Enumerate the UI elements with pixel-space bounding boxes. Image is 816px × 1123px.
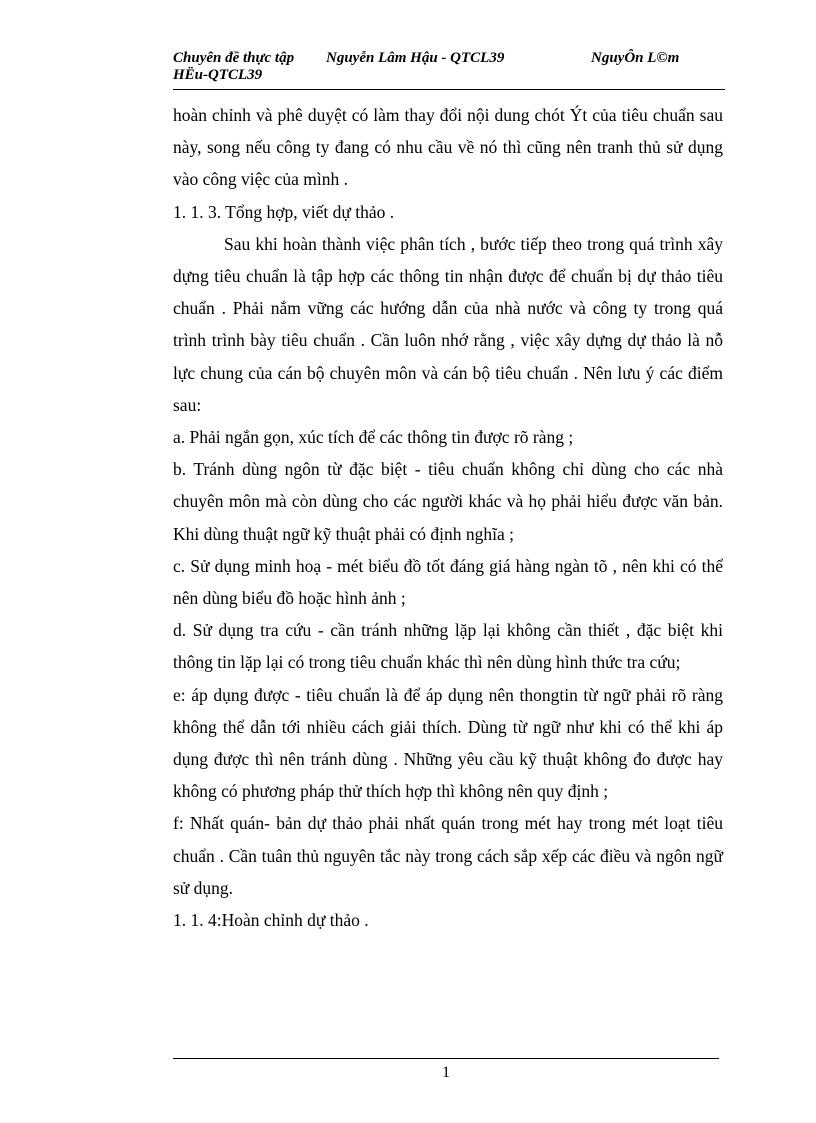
header-author-legacy-font: NguyÔn L©m (591, 50, 680, 66)
footer-rule (173, 1058, 719, 1059)
header-author: Nguyễn Lâm Hậu - QTCL39 (326, 50, 505, 66)
list-item-d: d. Sử dụng tra cứu - cần tránh những lặp lại không cần thiết , đặc biệt khi thông tin lặp lại có trong tiêu chuẩn khác thì nên dùng hình thức tra cứu; (173, 620, 723, 673)
list-item-a: a. Phải ngắn gọn, xúc tích để các thông tin được rõ ràng ; (173, 427, 574, 448)
list-item-f: f: Nhất quán- bản dự thảo phải nhất quán trong mét hay trong mét loạt tiêu chuẩn . Cần tuân thủ nguyên tắc này trong cách sắp xếp các điều và ngôn ngữ sử dụng. (173, 813, 723, 898)
list-item-b: b. Tránh dùng ngôn từ đặc biệt - tiêu chuẩn không chỉ dùng cho các nhà chuyên môn mà còn dùng cho các người khác và họ phải hiểu được văn bản. Khi dùng thuật ngữ kỹ thuật phải có định nghĩa ; (173, 459, 723, 544)
paragraph-continuation: hoàn chỉnh và phê duyệt có làm thay đổi nội dung chót Ýt của tiêu chuẩn sau này, song nếu công ty đang có nhu cầu về nó thì cũng nên tranh thủ sử dụng vào công việc của mình . (173, 105, 723, 190)
header-author-legacy-font-continued: HËu-QTCL39 (173, 67, 263, 83)
page-number: 1 (442, 1064, 450, 1081)
section-heading-1-1-4: 1. 1. 4:Hoàn chỉnh dự thảo . (173, 910, 369, 931)
section-heading-1-1-3: 1. 1. 3. Tổng hợp, viết dự thảo . (173, 201, 395, 222)
page-header (173, 50, 725, 84)
header-rule (173, 89, 725, 90)
header-document-type: Chuyên đề thực tập (173, 50, 295, 66)
list-item-e: e: áp dụng được - tiêu chuẩn là để áp dụng nên thongtin từ ngữ phải rõ ràng không thể dẫn tới nhiều cách giải thích. Dùng từ ngữ như khi có thể khi áp dụng được thì nên tránh dùng . Những yêu cầu kỹ thuật không đo được hay không có phương pháp thử thích hợp thì không nên quy định ; (173, 684, 723, 802)
document-body (173, 99, 723, 936)
paragraph-intro: Sau khi hoàn thành việc phân tích , bước tiếp theo trong quá trình xây dựng tiêu chuẩn là tập hợp các thông tin nhận được để chuẩn bị dự thảo tiêu chuẩn . Phải nắm vững các hướng dẫn của nhà nước và công ty trong quá trình trình bày tiêu chuẩn . Cần luôn nhớ rằng , việc xây dựng dự thảo là nỗ lực chung của cán bộ chuyên môn và cán bộ tiêu chuẩn . Nên lưu ý các điểm sau: (173, 233, 723, 415)
list-item-c: c. Sử dụng minh hoạ - mét biểu đồ tốt đáng giá hàng ngàn tõ , nên khi có thể nên dùng biểu đồ hoặc hình ảnh ; (173, 555, 723, 609)
